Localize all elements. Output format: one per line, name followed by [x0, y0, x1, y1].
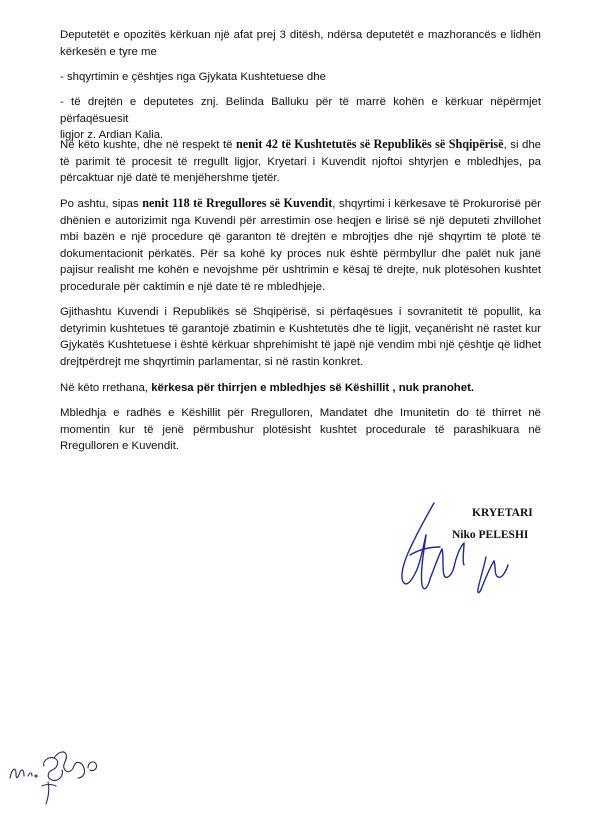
handwritten-initials [2, 738, 112, 808]
signatory-title: KRYETARI [472, 507, 533, 519]
paragraph-opposition-request [60, 27, 541, 60]
paragraph-line: - të drejtën e deputetes znj. Belinda Balluku për të marrë kohën e kërkuar nëpërmjet përfaqësuesit [60, 96, 541, 125]
text-run: , shqyrtimi i kërkesave të Prokurorisë për dhënien e autorizimit nga Kuvendi për arrestimin ose heqjen e lirisë së një deputeti zhvillohet mbi bazën e një procedure që garanton të drejtën e mbrojtjes dhe një shqyrtim të plotë të dokumentacionit përkatës. Për sa kohë ky proces nuk është përmbyllur dhe palët nuk janë pajisur realisht me kohën e nevojshme për ushtrimin e kësaj të drejte, nuk plotësohen kushtet procedurale për caktimin e një date të re mbledhjeje. [60, 198, 541, 293]
paragraph-article-118 [60, 195, 541, 296]
paragraph-next-meeting: Mbledhja e radhës e Këshillit për Rregulloren, Mandatet dhe Imunitetin do të thirret në momentin kur të jenë përmbushur plotësisht kushtet procedurale të parashikuara në Rregulloren e Kuvendit. [60, 407, 541, 453]
text-run: Po ashtu, sipas [60, 198, 143, 210]
text-run: Në këto rrethana, [60, 382, 152, 394]
article-118-reference: nenit 118 të Rregullores së Kuvendit [142, 196, 333, 210]
text-run: , si dhe të parimit të procesit të rregullt ligjor, Kryetari i Kuvendit njoftoi shtyrjen e mbledhjes, pa përcaktuar një datë të menjëhershme tjetër. [60, 139, 541, 185]
handwritten-signature [390, 495, 540, 605]
paragraph-line: kërkesën e tyre me [60, 45, 157, 58]
article-42-reference: nenit 42 të Kushtetutës së Republikës së Shqipërisë [235, 137, 504, 151]
paragraph-assembly-duty: Gjithashtu Kuvendi i Republikës së Shqipërisë, si përfaqësues i sovranitetit të popullit, ka detyrimin kushtetues të garantojë zbatimin e Kushtetutës dhe të ligjit, veçanërisht në rastet kur Gjykatës Kushtetuese i është kërkuar shprehimisht të japë një vendim mbi një çështje që lidhet drejtpërdrejt me shqyrtimin parlamentar, si në rastin konkret. [60, 306, 541, 368]
paragraph-decision [60, 380, 541, 397]
paragraph-line: Deputetët e opozitës kërkuan një afat prej 3 ditësh, ndërsa deputetët e mazhorancës e lidhën [60, 29, 541, 41]
text-run: Në këto kushte, dhe në respekt të [60, 139, 236, 151]
decision-statement: kërkesa për thirrjen e mbledhjes së Këshillit , nuk pranohet. [151, 382, 475, 394]
paragraph-line: ligjor z. Ardian Kalia. [60, 129, 164, 142]
signatory-name: Niko PELESHI [452, 529, 529, 541]
paragraph-article-42 [60, 136, 541, 187]
bullet-constitutional-court: - shqyrtimin e çështjes nga Gjykata Kushtetuese dhe [60, 71, 326, 83]
